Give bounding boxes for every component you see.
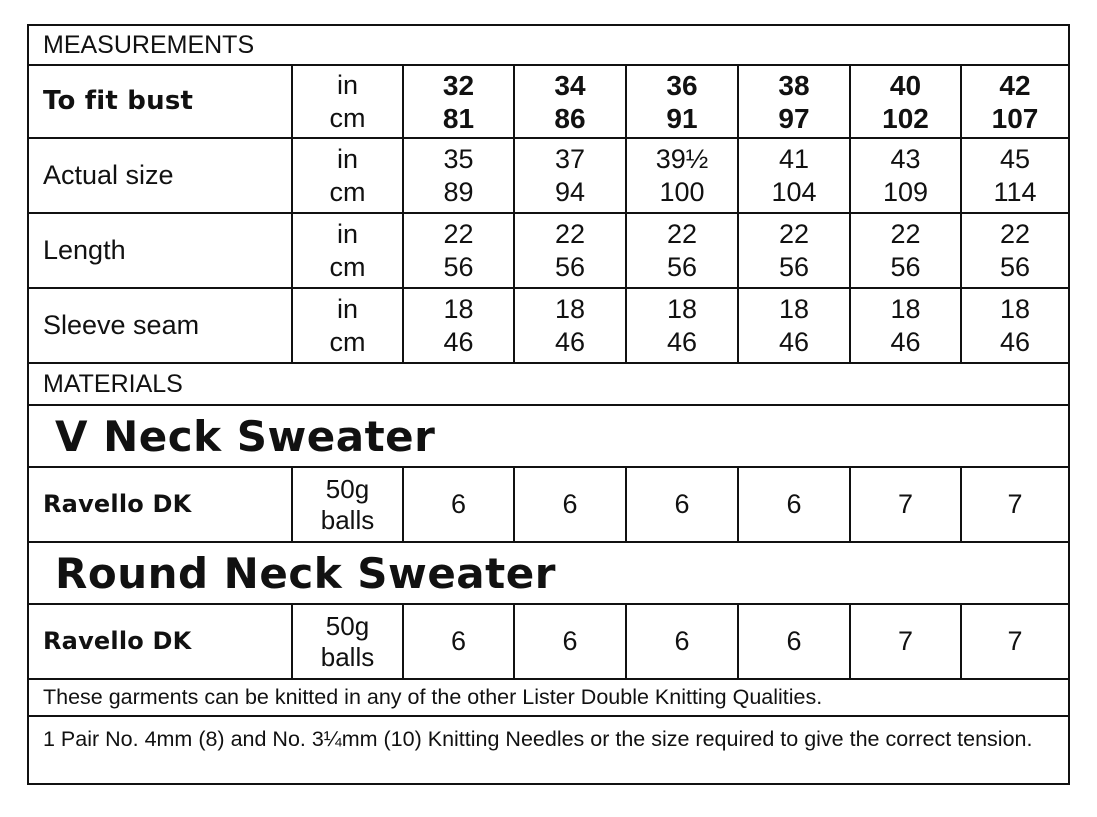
needles-note-row — [29, 717, 1068, 783]
actual-size-label: Actual size — [43, 160, 174, 190]
bust-units — [291, 66, 402, 137]
measurements-header-row — [29, 26, 1068, 66]
v-neck-yarn-label: Ravello DK — [43, 490, 192, 518]
v-neck-title: V Neck Sweater — [55, 411, 436, 461]
length-val-4: 22 56 — [737, 214, 849, 287]
measurements-header: MEASUREMENTS — [43, 30, 255, 59]
round-neck-title-row — [29, 543, 1068, 605]
size-col-4: 38 97 — [737, 66, 849, 137]
round-neck-balls-3: 6 — [625, 605, 737, 678]
sleeve-seam-row — [29, 289, 1068, 364]
round-neck-title: Round Neck Sweater — [55, 548, 556, 598]
v-neck-title-row — [29, 406, 1068, 468]
sleeve-val-3: 18 46 — [625, 289, 737, 362]
size-col-1: 32 81 — [402, 66, 513, 137]
sleeve-seam-label: Sleeve seam — [43, 310, 200, 340]
actual-val-1: 35 89 — [402, 139, 513, 212]
length-val-2: 22 56 — [513, 214, 625, 287]
round-neck-balls-4: 6 — [737, 605, 849, 678]
v-neck-balls-3: 6 — [625, 468, 737, 541]
materials-header-row — [29, 364, 1068, 406]
actual-val-3: 39½ 100 — [625, 139, 737, 212]
size-col-6: 42 107 — [960, 66, 1068, 137]
sleeve-val-2: 18 46 — [513, 289, 625, 362]
sleeve-val-5: 18 46 — [849, 289, 960, 362]
materials-header: MATERIALS — [43, 369, 183, 398]
v-neck-balls-4: 6 — [737, 468, 849, 541]
length-val-6: 22 56 — [960, 214, 1068, 287]
length-val-3: 22 56 — [625, 214, 737, 287]
sleeve-val-6: 18 46 — [960, 289, 1068, 362]
actual-val-4: 41 104 — [737, 139, 849, 212]
pattern-table — [27, 24, 1070, 785]
sleeve-units: in cm — [291, 289, 402, 362]
v-neck-balls-5: 7 — [849, 468, 960, 541]
size-col-3: 36 91 — [625, 66, 737, 137]
bust-label: To fit bust — [43, 86, 194, 116]
round-neck-balls-6: 7 — [960, 605, 1068, 678]
v-neck-balls-1: 6 — [402, 468, 513, 541]
unit-in: in — [336, 69, 358, 100]
actual-val-6: 45 114 — [960, 139, 1068, 212]
round-neck-balls-2: 6 — [513, 605, 625, 678]
round-neck-balls-1: 6 — [402, 605, 513, 678]
v-neck-units: 50g balls — [291, 468, 402, 541]
qualities-note-row — [29, 680, 1068, 717]
actual-units: in cm — [291, 139, 402, 212]
v-neck-yarn-row — [29, 468, 1068, 543]
actual-size-row — [29, 139, 1068, 214]
size-col-5: 40 102 — [849, 66, 960, 137]
unit-cm: cm — [329, 102, 366, 133]
length-label: Length — [43, 235, 126, 265]
actual-val-5: 43 109 — [849, 139, 960, 212]
sleeve-val-4: 18 46 — [737, 289, 849, 362]
length-val-5: 22 56 — [849, 214, 960, 287]
v-neck-balls-6: 7 — [960, 468, 1068, 541]
sleeve-val-1: 18 46 — [402, 289, 513, 362]
round-neck-units: 50g balls — [291, 605, 402, 678]
needles-note: 1 Pair No. 4mm (8) and No. 3¼mm (10) Knitting Needles or the size required to give the correct tension. — [43, 727, 1033, 751]
length-row — [29, 214, 1068, 289]
round-neck-balls-5: 7 — [849, 605, 960, 678]
length-val-1: 22 56 — [402, 214, 513, 287]
round-neck-yarn-label: Ravello DK — [43, 627, 192, 655]
size-col-2: 34 86 — [513, 66, 625, 137]
length-units: in cm — [291, 214, 402, 287]
round-neck-yarn-row — [29, 605, 1068, 680]
v-neck-balls-2: 6 — [513, 468, 625, 541]
qualities-note: These garments can be knitted in any of the other Lister Double Knitting Qualities. — [43, 685, 823, 709]
bust-row — [29, 66, 1068, 139]
actual-val-2: 37 94 — [513, 139, 625, 212]
